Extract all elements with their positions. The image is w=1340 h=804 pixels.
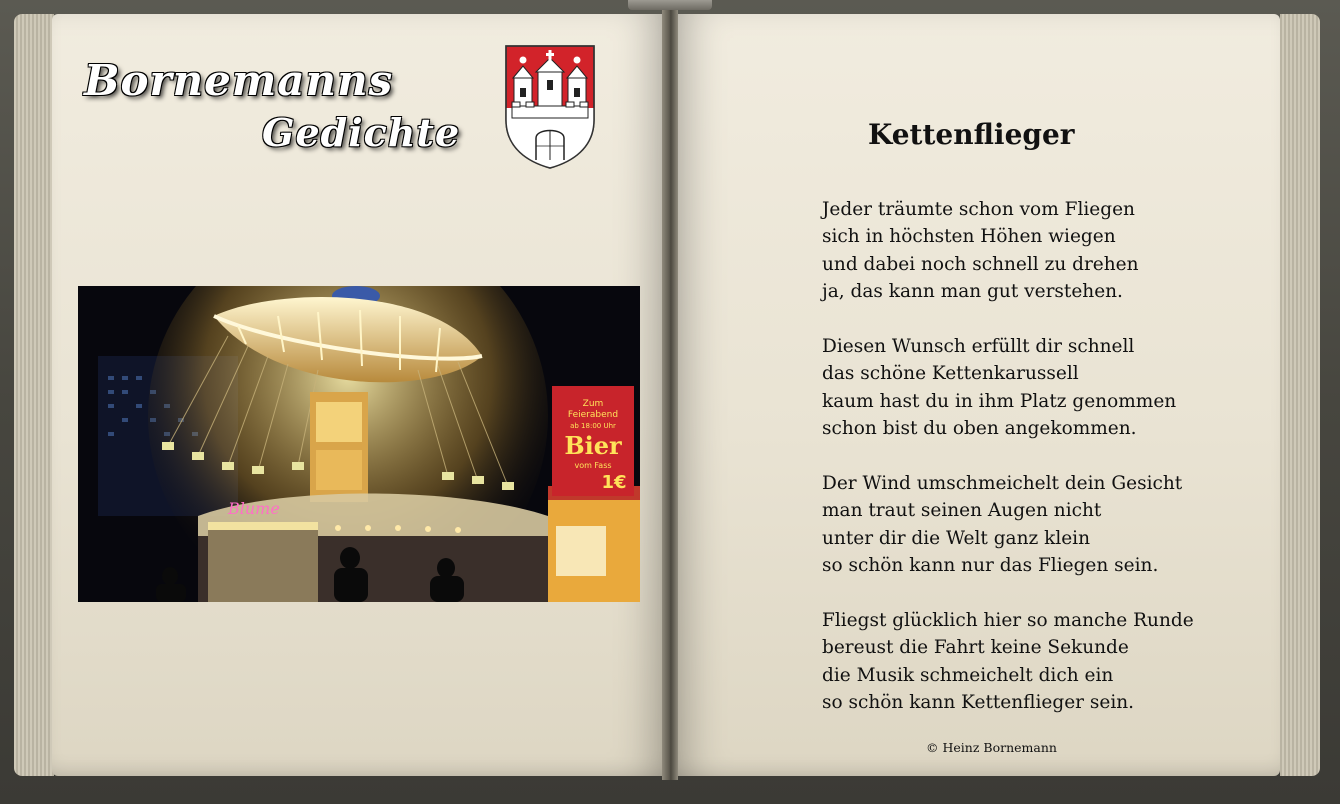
poem-line: das schöne Kettenkarussell	[822, 363, 1079, 385]
poem-line: und dabei noch schnell zu drehen	[822, 253, 1139, 275]
poem-line: so schön kann Kettenflieger sein.	[822, 692, 1135, 714]
poem-line: ja, das kann man gut verstehen.	[822, 281, 1123, 303]
sign-price: 1€	[601, 472, 627, 493]
poem-title: Kettenflieger	[868, 118, 1075, 151]
poem-line: Der Wind umschmeichelt dein Gesicht	[822, 472, 1183, 494]
sign-feierabend: Feierabend	[567, 410, 619, 420]
poem-line: Diesen Wunsch erfüllt dir schnell	[822, 335, 1135, 357]
book-spine	[662, 10, 678, 780]
poem-line: Jeder träumte schon vom Fliegen	[822, 199, 1135, 220]
stanza-gap	[822, 579, 1262, 606]
poem-line: unter dir die Welt ganz klein	[822, 527, 1091, 549]
poem-line: bereust die Fahrt keine Sekunde	[822, 637, 1129, 659]
stanza-gap	[822, 443, 1262, 470]
brand-title-line2: Gedichte	[262, 110, 461, 155]
stanza-gap	[822, 306, 1262, 333]
page-edges-right	[1280, 14, 1320, 776]
poem-line: sich in höchsten Höhen wiegen	[822, 226, 1116, 248]
page-edges-left	[14, 14, 54, 776]
sign-time: ab 18:00 Uhr	[570, 422, 616, 430]
poem-line: so schön kann nur das Fliegen sein.	[822, 555, 1159, 577]
poem-line: die Musik schmeichelt dich ein	[822, 664, 1114, 686]
sign-vom-fass: vom Fass	[574, 461, 612, 470]
poem-line: man traut seinen Augen nicht	[822, 500, 1102, 522]
sign-zum: Zum	[582, 399, 604, 409]
poem-line: schon bist du oben angekommen.	[822, 418, 1137, 440]
sign-bier: Bier	[564, 431, 622, 460]
copyright-notice: © Heinz Bornemann	[926, 740, 1057, 755]
book-clip	[628, 0, 712, 10]
chain-swing-carousel-photo	[78, 286, 640, 602]
poem-line: kaum hast du in ihm Platz genommen	[822, 390, 1177, 412]
brand-title-line1: Bornemanns	[84, 56, 394, 105]
poem-body	[822, 196, 1262, 716]
carousel-sign: Blume	[228, 499, 280, 518]
poem-line: Fliegst glücklich hier so manche Runde	[822, 609, 1194, 631]
hamburg-coat-of-arms-icon	[502, 42, 598, 170]
